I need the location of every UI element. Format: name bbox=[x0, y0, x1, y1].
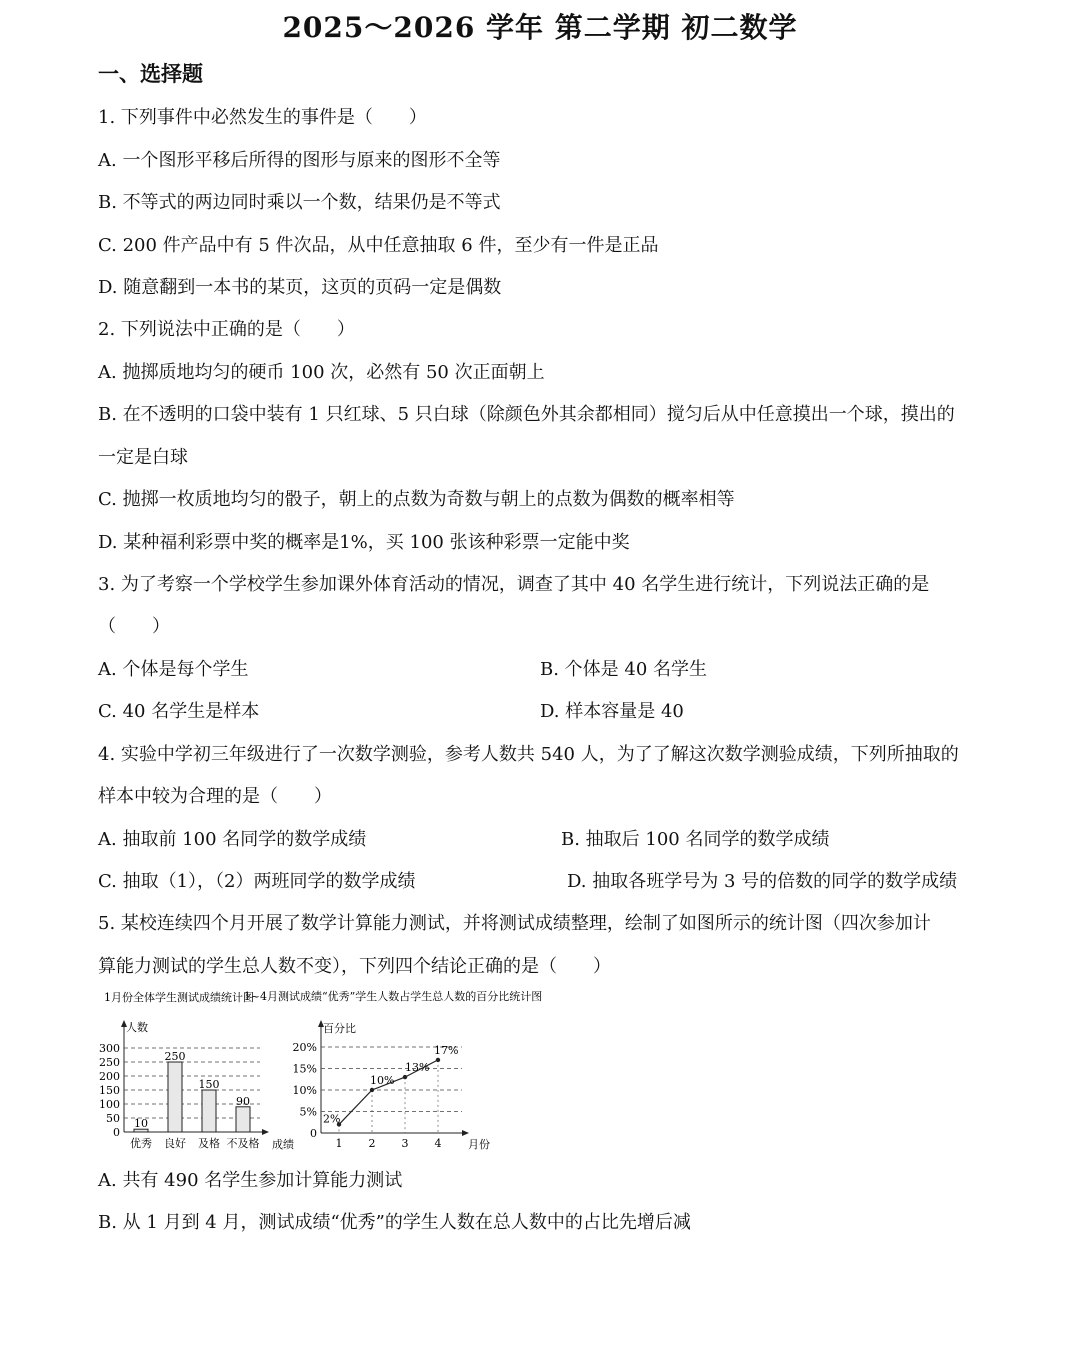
line-chart-y-tick: 20% bbox=[292, 1041, 317, 1054]
bar-2 bbox=[202, 1090, 216, 1132]
bar-category-label: 优秀 bbox=[130, 1137, 152, 1150]
bar-value-label: 150 bbox=[198, 1078, 220, 1091]
bar-category-label: 及格 bbox=[198, 1137, 220, 1150]
bar-value-label: 90 bbox=[236, 1094, 250, 1108]
bar-chart-title: 1月份全体学生测试成绩统计图 bbox=[104, 991, 254, 1004]
line-point-label: 10% bbox=[370, 1074, 395, 1087]
q1-option-c: C. 200 件产品中有 5 件次品，从中任意抽取 6 件，至少有一件是正品 bbox=[98, 235, 659, 256]
q3-option-b: B. 个体是 40 名学生 bbox=[540, 659, 708, 680]
bar-chart-xlabel: 成绩 bbox=[272, 1138, 294, 1151]
bar-chart-y-tick: 150 bbox=[99, 1084, 120, 1097]
bar-chart-y-tick: 100 bbox=[99, 1098, 120, 1111]
line-chart-y-tick: 10% bbox=[292, 1084, 317, 1097]
q3-stem-cont: （ ） bbox=[98, 616, 170, 637]
bar-value-label: 250 bbox=[164, 1050, 186, 1063]
line-chart-x-tick: 1 bbox=[335, 1137, 343, 1150]
q5-stem: 5. 某校连续四个月开展了数学计算能力测试，并将测试成绩整理，绘制了如图所示的统计图（四次参加计 bbox=[98, 913, 931, 934]
q1-option-a: A. 一个图形平移后所得的图形与原来的图形不全等 bbox=[98, 150, 501, 171]
q5-stem-cont: 算能力测试的学生总人数不变），下列四个结论正确的是（ ） bbox=[98, 956, 611, 977]
line-chart-title: 1~4月测试成绩“优秀”学生人数占学生总人数的百分比统计图 bbox=[243, 990, 543, 1003]
line-chart-ylabel: 百分比 bbox=[323, 1022, 356, 1035]
line-chart-x-tick: 2 bbox=[368, 1137, 376, 1150]
line-chart-y-tick: 0 bbox=[310, 1127, 317, 1140]
line-point-1 bbox=[370, 1088, 374, 1092]
line-chart-x-arrow bbox=[462, 1130, 469, 1136]
q2-option-d: D. 某种福利彩票中奖的概率是1%，买 100 张该种彩票一定能中奖 bbox=[98, 532, 630, 553]
bar-chart-y-tick: 200 bbox=[99, 1070, 120, 1083]
line-chart-y-tick: 5% bbox=[299, 1105, 317, 1119]
q4-option-a: A. 抽取前 100 名同学的数学成绩 bbox=[98, 829, 367, 850]
bar-chart-y-tick: 50 bbox=[106, 1112, 120, 1125]
q4-option-b: B. 抽取后 100 名同学的数学成绩 bbox=[561, 829, 830, 850]
q3-option-d: D. 样本容量是 40 bbox=[540, 701, 684, 722]
bar-3 bbox=[236, 1107, 250, 1132]
line-chart-x-tick: 3 bbox=[401, 1137, 409, 1150]
line-chart-x-tick: 4 bbox=[434, 1137, 442, 1150]
page-title: 2025～2026 学年 第二学期 初二数学 bbox=[282, 11, 798, 44]
q2-stem: 2. 下列说法中正确的是（ ） bbox=[98, 319, 355, 340]
q1-stem: 1. 下列事件中必然发生的事件是（ ） bbox=[98, 107, 427, 128]
q3-option-c: C. 40 名学生是样本 bbox=[98, 701, 260, 722]
line-point-label: 17% bbox=[434, 1043, 459, 1057]
bar-value-label: 10 bbox=[134, 1117, 148, 1131]
section-heading: 一、选择题 bbox=[98, 61, 203, 86]
q4-option-d: D. 抽取各班学号为 3 号的倍数的同学的数学成绩 bbox=[567, 871, 958, 892]
q4-stem: 4. 实验中学初三年级进行了一次数学测验，参考人数共 540 人，为了了解这次数学测验成绩，下列所抽取的 bbox=[98, 744, 959, 765]
bar-chart bbox=[96, 986, 302, 1154]
q2-option-b-cont: 一定是白球 bbox=[98, 447, 188, 468]
bar-chart-ylabel: 人数 bbox=[126, 1021, 148, 1034]
q5-option-a: A. 共有 490 名学生参加计算能力测试 bbox=[98, 1170, 403, 1191]
q1-option-b: B. 不等式的两边同时乘以一个数，结果仍是不等式 bbox=[98, 192, 501, 213]
bar-chart-y-tick: 300 bbox=[99, 1042, 120, 1055]
q2-option-c: C. 抛掷一枚质地均匀的骰子，朝上的点数为奇数与朝上的点数为偶数的概率相等 bbox=[98, 489, 735, 510]
line-point-label: 2% bbox=[323, 1112, 341, 1126]
line-chart-xlabel: 月份 bbox=[468, 1138, 490, 1151]
q4-option-c: C. 抽取（1），（2）两班同学的数学成绩 bbox=[98, 871, 416, 892]
q1-option-d: D. 随意翻到一本书的某页，这页的页码一定是偶数 bbox=[98, 277, 502, 298]
line-point-label: 13% bbox=[405, 1061, 430, 1075]
bar-category-label: 不及格 bbox=[226, 1137, 260, 1150]
q2-option-b: B. 在不透明的口袋中装有 1 只红球、5 只白球（除颜色外其余都相同）搅匀后从中任意摸出一个球，摸出的 bbox=[98, 404, 955, 425]
q5-option-b: B. 从 1 月到 4 月，测试成绩“优秀”的学生人数在总人数中的占比先增后减 bbox=[98, 1212, 691, 1233]
q2-option-a: A. 抛掷质地均匀的硬币 100 次，必然有 50 次正面朝上 bbox=[98, 362, 545, 383]
line-point-3 bbox=[436, 1058, 440, 1062]
bar-chart-y-tick: 250 bbox=[99, 1056, 120, 1069]
bar-1 bbox=[168, 1062, 182, 1132]
q3-stem: 3. 为了考察一个学校学生参加课外体育活动的情况，调查了其中 40 名学生进行统计，下列说法正确的是 bbox=[98, 574, 930, 595]
bar-chart-x-arrow bbox=[262, 1129, 269, 1135]
q4-stem-cont: 样本中较为合理的是（ ） bbox=[98, 786, 332, 807]
q3-option-a: A. 个体是每个学生 bbox=[98, 659, 249, 680]
line-point-2 bbox=[403, 1075, 407, 1079]
bar-chart-y-tick: 0 bbox=[113, 1126, 120, 1139]
line-chart-y-tick: 15% bbox=[292, 1062, 317, 1076]
bar-category-label: 良好 bbox=[164, 1137, 186, 1150]
